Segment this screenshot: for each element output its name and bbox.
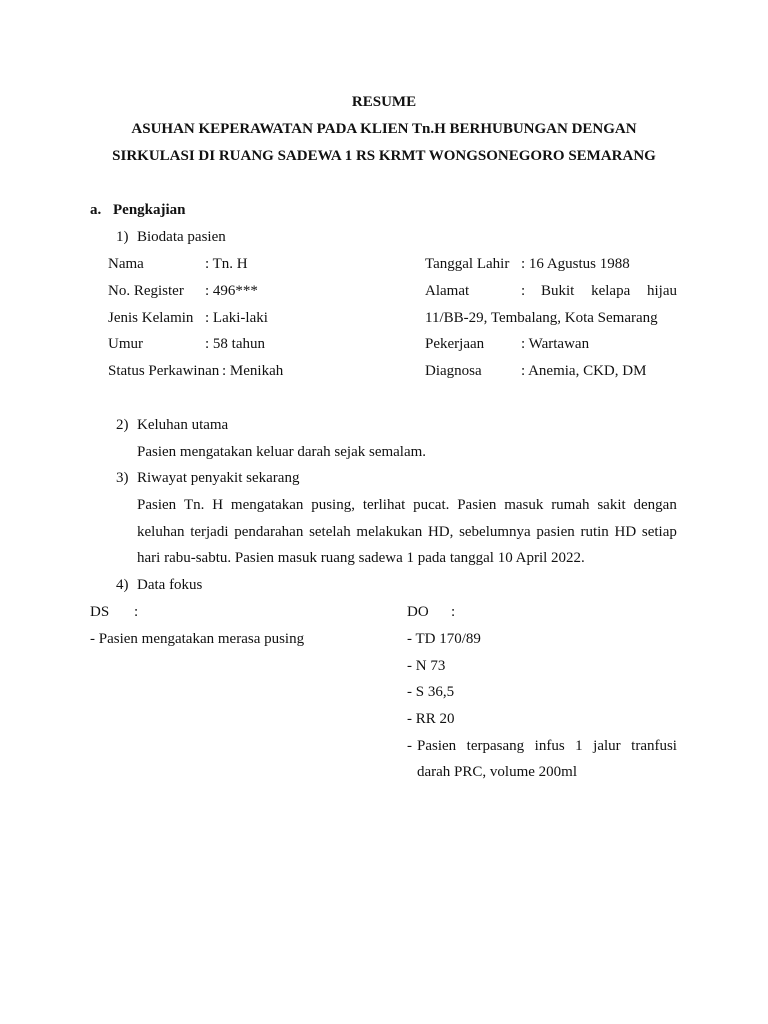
riwayat-word: H [212,497,224,513]
riwayat-word: melakukan [356,524,423,540]
riwayat-word: mengatakan [230,497,304,513]
alamat-word: hijau [646,283,677,299]
riwayat-word: pucat. [413,497,450,513]
status-perkawinan-value: : Menikah [222,363,284,379]
alamat-word: Bukit [541,283,575,299]
riwayat-word: Tn. [184,497,205,513]
riwayat-word: setelah [309,524,351,540]
tanggal-lahir-value: : 16 Agustus 1988 [521,256,630,272]
riwayat-word: terjadi [190,524,229,540]
title-line-1: RESUME [351,94,417,110]
riwayat-word: pasien [536,524,575,540]
do-item-dash: - [407,738,412,754]
riwayat-word: HD, [427,524,454,540]
ds-item: - Pasien mengatakan merasa pusing [90,631,305,647]
umur-label: Umur [108,336,143,352]
riwayat-line-3: hari rabu-sabtu. Pasien masuk ruang sadewa 1 pada tanggal 10 April 2022. [137,550,585,566]
alamat-line-2: 11/BB-29, Tembalang, Kota Semarang [425,310,658,326]
alamat-line-1 [541,282,677,300]
jenis-kelamin-label: Jenis Kelamin [108,310,194,326]
nama-label: Nama [108,256,144,272]
status-perkawinan-label: Status Perkawinan [108,363,220,379]
riwayat-line-2 [137,523,677,541]
riwayat-line-1 [137,496,677,514]
do-label: DO [407,604,429,620]
riwayat-word: keluhan [137,524,185,540]
riwayat-word: pusing, [311,497,355,513]
do-word: 1 [575,738,583,754]
alamat-colon: : [521,283,526,299]
keluhan-number: 2) [116,417,129,433]
biodata-number: 1) [116,229,129,245]
keluhan-text: Pasien mengatakan keluar darah sejak semalam. [137,444,427,460]
alamat-label: Alamat [425,283,470,299]
riwayat-word: Pasien [137,497,177,513]
do-item: - TD 170/89 [407,631,481,647]
section-a-heading: Pengkajian [113,202,186,218]
do-word: terpasang [466,738,525,754]
section-a-marker: a. [90,202,102,218]
do-word: jalur [593,738,621,754]
do-item: - S 36,5 [407,684,455,700]
pekerjaan-value: : Wartawan [521,336,590,352]
umur-value: : 58 tahun [205,336,265,352]
diagnosa-label: Diagnosa [425,363,482,379]
diagnosa-value: : Anemia, CKD, DM [521,363,647,379]
do-item: - N 73 [407,658,446,674]
riwayat-word: sebelumnya [459,524,531,540]
register-value: : 496*** [205,283,258,299]
title-line-2: ASUHAN KEPERAWATAN PADA KLIEN Tn.H BERHUBUNGAN DENGAN [131,121,637,137]
biodata-heading: Biodata pasien [137,229,226,245]
ds-colon: : [134,604,139,620]
jenis-kelamin-value: : Laki-laki [205,310,268,326]
do-word: infus [534,738,565,754]
ds-label: DS [90,604,110,620]
do-word: tranfusi [631,738,677,754]
data-fokus-heading: Data fokus [137,577,203,593]
riwayat-word: pendarahan [234,524,304,540]
do-item-line-1 [417,737,677,755]
tanggal-lahir-label: Tanggal Lahir [425,256,510,272]
do-item-line-2: darah PRC, volume 200ml [417,764,577,780]
riwayat-word: rumah [551,497,590,513]
do-word: Pasien [417,738,457,754]
riwayat-word: dengan [633,497,677,513]
title-line-3: SIRKULASI DI RUANG SADEWA 1 RS KRMT WONGSONEGORO SEMARANG [112,148,656,164]
riwayat-word: sakit [597,497,626,513]
riwayat-heading: Riwayat penyakit sekarang [137,470,300,486]
do-colon: : [451,604,456,620]
riwayat-word: terlihat [362,497,406,513]
riwayat-word: Pasien [457,497,497,513]
riwayat-word: masuk [504,497,544,513]
pekerjaan-label: Pekerjaan [425,336,485,352]
riwayat-word: HD [614,524,637,540]
keluhan-heading: Keluhan utama [137,417,229,433]
riwayat-number: 3) [116,470,129,486]
nama-value: : Tn. H [205,256,248,272]
alamat-word: kelapa [591,283,631,299]
data-fokus-number: 4) [116,577,129,593]
riwayat-word: setiap [641,524,677,540]
riwayat-word: rutin [580,524,609,540]
register-label: No. Register [108,283,184,299]
do-item: - RR 20 [407,711,455,727]
